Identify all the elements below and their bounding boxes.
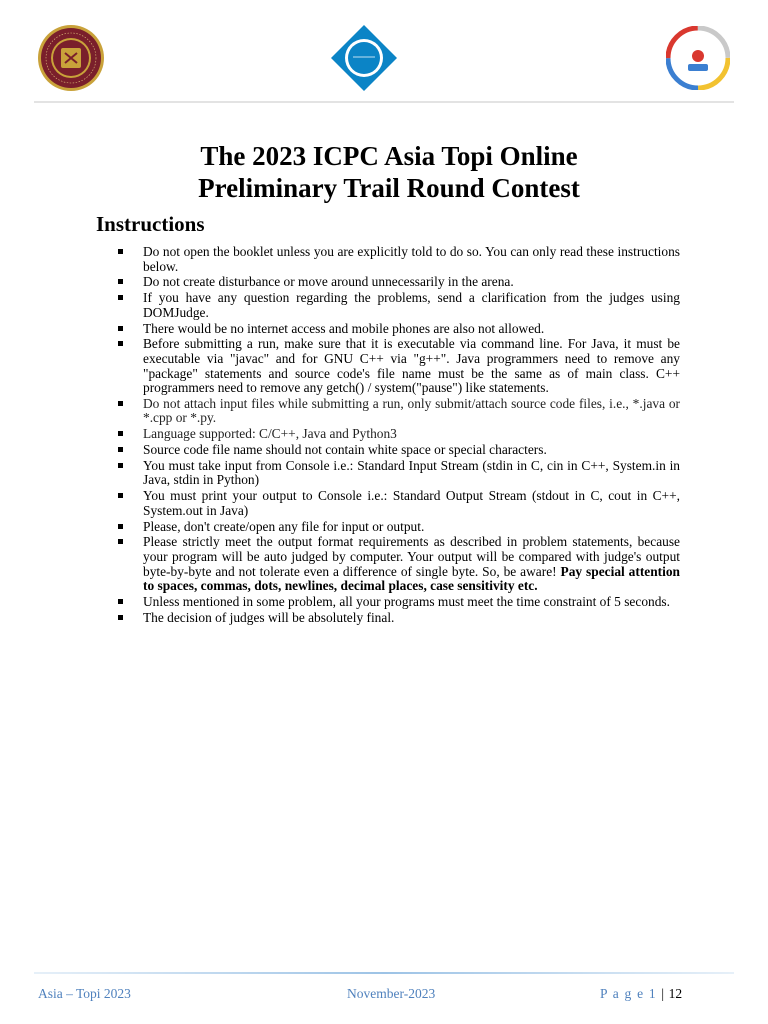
header-divider bbox=[34, 101, 734, 103]
title-line-1: The 2023 ICPC Asia Topi Online bbox=[200, 141, 578, 171]
bullet-icon bbox=[118, 599, 123, 604]
page-total: 12 bbox=[668, 986, 683, 1001]
list-item: Before submitting a run, make sure that it is executable via command line. For Java, it must be executable via "javac" and for GNU C++ via "g++". Java programmers need to remove any "package" statements and source code's file name must be the same as of main class. C++ programmers need to remove any getch() / system("pause") like statements. bbox=[118, 337, 680, 395]
bullet-icon bbox=[118, 463, 123, 468]
list-item: Source code file name should not contain white space or special characters. bbox=[118, 443, 680, 458]
list-item: Do not attach input files while submitting a run, only submit/attach source code files, i.e., *.java or *.cpp or *.py. bbox=[118, 397, 680, 426]
list-item: The decision of judges will be absolutely final. bbox=[118, 611, 680, 626]
emphasis-text: Pay special attention to spaces, commas, dots, newlines, decimal places, case sensitivity etc. bbox=[143, 563, 681, 594]
list-item: Language supported: C/C++, Java and Python3 bbox=[118, 427, 680, 442]
bullet-icon bbox=[118, 431, 123, 436]
list-item: Do not open the booklet unless you are explicitly told to do so. You can only read these instructions below. bbox=[118, 245, 680, 274]
bullet-icon bbox=[118, 493, 123, 498]
bullet-icon bbox=[118, 341, 123, 346]
instructions-heading: Instructions bbox=[96, 212, 205, 236]
bullet-icon bbox=[118, 295, 123, 300]
instructions-list bbox=[118, 245, 680, 626]
footer-page-number bbox=[600, 986, 682, 1002]
page-separator: | bbox=[661, 986, 665, 1001]
university-seal-icon bbox=[37, 24, 105, 92]
footer-date: November-2023 bbox=[347, 986, 436, 1001]
bullet-icon bbox=[118, 401, 123, 406]
page-label: P a g e bbox=[600, 986, 645, 1001]
list-item: Please, don't create/open any file for input or output. bbox=[118, 520, 680, 535]
bullet-icon bbox=[118, 524, 123, 529]
list-item: Unless mentioned in some problem, all your programs must meet the time constraint of 5 seconds. bbox=[118, 595, 680, 610]
footer-divider bbox=[34, 972, 734, 974]
page-title bbox=[0, 140, 768, 204]
title-line-2: Preliminary Trail Round Contest bbox=[198, 173, 580, 203]
bullet-icon bbox=[118, 539, 123, 544]
bullet-icon bbox=[118, 615, 123, 620]
list-item: Please strictly meet the output format requirements as described in problem statements, because your program will be auto judged by computer. Your output will be compared with judge's output byte-by-byte and not tolerate even a difference of single byte. So, be aware! Pay special attention to spaces, commas, dots, newlines, decimal places, case sensitivity etc. bbox=[118, 535, 680, 593]
list-item: You must take input from Console i.e.: Standard Input Stream (stdin in C, cin in C++, System.in in Java, stdin in Python) bbox=[118, 459, 680, 488]
page-header bbox=[0, 0, 768, 110]
list-item: You must print your output to Console i.e.: Standard Output Stream (stdout in C, cout in C++, System.out in Java) bbox=[118, 489, 680, 518]
acm-chapter-logo-icon bbox=[330, 24, 398, 92]
icpc-logo-icon bbox=[666, 26, 730, 90]
list-item: Do not create disturbance or move around unnecessarily in the arena. bbox=[118, 275, 680, 290]
bullet-icon bbox=[118, 279, 123, 284]
list-item: If you have any question regarding the problems, send a clarification from the judges using DOMJudge. bbox=[118, 291, 680, 320]
page-current: 1 bbox=[648, 986, 657, 1001]
bullet-icon bbox=[118, 447, 123, 452]
footer-event: Asia – Topi 2023 bbox=[38, 986, 131, 1001]
bullet-icon bbox=[118, 249, 123, 254]
bullet-icon bbox=[118, 326, 123, 331]
list-item: There would be no internet access and mobile phones are also not allowed. bbox=[118, 322, 680, 337]
